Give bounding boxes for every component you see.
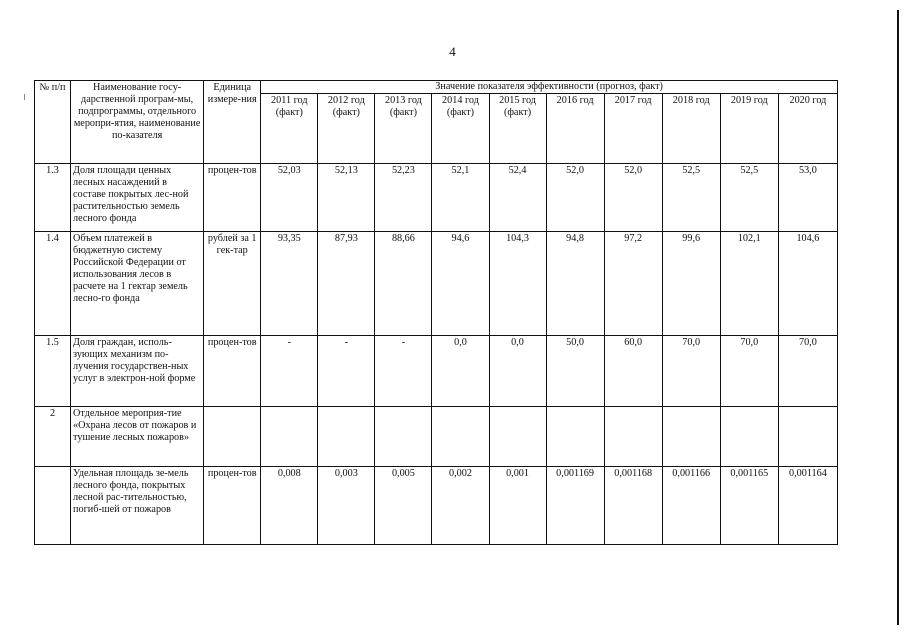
row-number: 1.5 [35, 336, 71, 407]
row-value: 52,1 [432, 164, 489, 232]
row-value: 52,4 [489, 164, 546, 232]
row-value: 93,35 [261, 232, 318, 336]
header-year-0 [261, 94, 318, 164]
row-value: 97,2 [604, 232, 662, 336]
row-number: 1.3 [35, 164, 71, 232]
row-indicator-name: Отдельное мероприя-тие «Охрана лесов от пожаров и тушение лесных пожаров» [71, 407, 204, 467]
header-year-label: 2018 год [672, 95, 710, 106]
header-year-note: (факт) [389, 107, 417, 118]
table-row [35, 336, 838, 407]
row-value: - [318, 336, 375, 407]
row-value: 0,0 [432, 336, 489, 407]
header-year-label: 2019 год [730, 95, 768, 106]
table-row [35, 407, 838, 467]
header-year-8 [720, 94, 778, 164]
header-col-name: Наименование госу-дарственной програм-мы, подпрограммы, отдельного меропри-ятия, наименование по-казателя [71, 81, 204, 164]
row-value: 52,03 [261, 164, 318, 232]
scan-margin-mark [24, 94, 25, 100]
header-year-label: 2012 год [327, 95, 365, 106]
row-value [489, 407, 546, 467]
row-unit [204, 407, 261, 467]
header-year-note: (факт) [332, 107, 360, 118]
row-value: 94,6 [432, 232, 489, 336]
table-row [35, 232, 838, 336]
row-number: 1.4 [35, 232, 71, 336]
header-year-label: 2017 год [614, 95, 652, 106]
row-value: 104,6 [778, 232, 837, 336]
row-indicator-name: Доля площади ценных лесных насаждений в составе покрытых лес-ной растительностью земель лесного фонда [71, 164, 204, 232]
header-row-1 [35, 81, 838, 94]
page-number: 4 [449, 44, 456, 59]
row-value: - [375, 336, 432, 407]
row-unit: процен-тов [204, 164, 261, 232]
row-value: 0,005 [375, 467, 432, 545]
row-value: 0,0 [489, 336, 546, 407]
row-value [318, 407, 375, 467]
row-value [432, 407, 489, 467]
row-indicator-name: Объем платежей в бюджетную систему Российской Федерации от использования лесов в расчете на 1 гектар земель лесно-го фонда [71, 232, 204, 336]
row-value [261, 407, 318, 467]
row-unit: рублей за 1 гек-тар [204, 232, 261, 336]
row-value: 0,001169 [546, 467, 604, 545]
row-number: 2 [35, 407, 71, 467]
header-year-note: (факт) [446, 107, 475, 118]
row-value [778, 407, 837, 467]
row-value: 50,0 [546, 336, 604, 407]
row-value: 104,3 [489, 232, 546, 336]
header-year-note: (факт) [275, 107, 303, 118]
header-year-label: 2013 год [384, 95, 422, 106]
row-value: 0,001164 [778, 467, 837, 545]
row-value: 0,001168 [604, 467, 662, 545]
row-value: - [261, 336, 318, 407]
table-row [35, 164, 838, 232]
header-group-title: Значение показателя эффективности (прогноз, факт) [261, 81, 838, 94]
row-value: 52,5 [662, 164, 720, 232]
row-value [720, 407, 778, 467]
row-value: 0,008 [261, 467, 318, 545]
row-value: 52,0 [604, 164, 662, 232]
row-value: 52,13 [318, 164, 375, 232]
header-year-label: 2020 год [789, 95, 827, 106]
row-value: 52,0 [546, 164, 604, 232]
row-value: 70,0 [778, 336, 837, 407]
table-body [35, 81, 838, 545]
row-value [604, 407, 662, 467]
header-year-2 [375, 94, 432, 164]
row-value: 99,6 [662, 232, 720, 336]
header-col-unit: Единица измере-ния [204, 81, 261, 164]
row-number [35, 467, 71, 545]
row-value: 0,003 [318, 467, 375, 545]
header-year-label: 2014 год [442, 95, 479, 106]
row-value: 0,001166 [662, 467, 720, 545]
header-year-label: 2015 год [499, 95, 536, 106]
row-indicator-name: Удельная площадь зе-мель лесного фонда, покрытых лесной рас-тительностью, погиб-шей от пожаров [71, 467, 204, 545]
row-value: 0,002 [432, 467, 489, 545]
row-value [662, 407, 720, 467]
row-value: 70,0 [662, 336, 720, 407]
table-row [35, 467, 838, 545]
row-value: 87,93 [318, 232, 375, 336]
row-value [375, 407, 432, 467]
scan-edge-bar [897, 10, 899, 625]
header-year-5 [546, 94, 604, 164]
header-year-label: 2011 год [271, 95, 308, 106]
header-year-7 [662, 94, 720, 164]
row-unit: процен-тов [204, 336, 261, 407]
indicators-table [34, 80, 838, 545]
row-value: 70,0 [720, 336, 778, 407]
row-value: 88,66 [375, 232, 432, 336]
row-value: 0,001 [489, 467, 546, 545]
row-unit: процен-тов [204, 467, 261, 545]
header-year-3 [432, 94, 489, 164]
row-value: 53,0 [778, 164, 837, 232]
header-year-label: 2016 год [556, 95, 594, 106]
row-indicator-name: Доля граждан, исполь-зующих механизм по-лучения государствен-ных услуг в электрон-ной форме [71, 336, 204, 407]
header-year-note: (факт) [503, 107, 532, 118]
row-value [546, 407, 604, 467]
header-year-1 [318, 94, 375, 164]
row-value: 60,0 [604, 336, 662, 407]
header-year-6 [604, 94, 662, 164]
row-value: 52,23 [375, 164, 432, 232]
row-value: 52,5 [720, 164, 778, 232]
row-value: 94,8 [546, 232, 604, 336]
header-year-4 [489, 94, 546, 164]
row-value: 0,001165 [720, 467, 778, 545]
row-value: 102,1 [720, 232, 778, 336]
header-col-no: № п/п [35, 81, 71, 164]
header-year-9 [778, 94, 837, 164]
